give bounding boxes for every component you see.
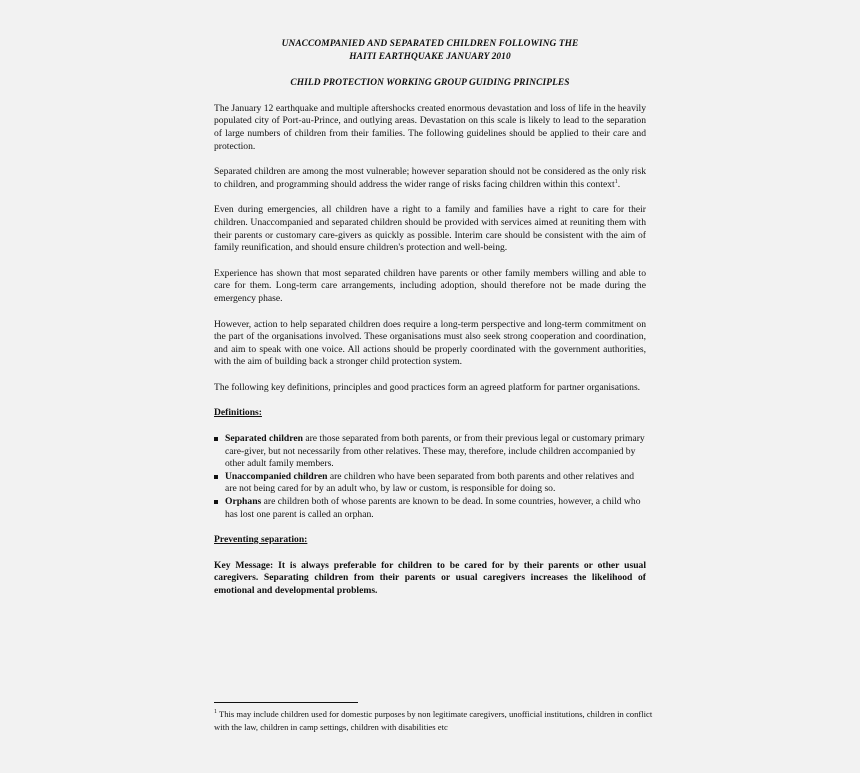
title-line-1: UNACCOMPANIED AND SEPARATED CHILDREN FOLLOWING THE <box>281 39 579 49</box>
footnote <box>214 708 654 734</box>
paragraph-6: The following key definitions, principles and good practices form an agreed platform for partner organisations. <box>214 381 641 393</box>
definition-text: are those separated from both parents, or from their previous legal or customary primary care-giver, but not necessarily from other relatives. These may, therefore, include children accompanied by other adult family members. <box>225 433 645 470</box>
footnote-reference[interactable]: 1 <box>614 178 618 185</box>
paragraph-2-end: . <box>617 178 621 190</box>
footnote-marker: 1 <box>214 709 217 716</box>
paragraph-2 <box>214 166 646 191</box>
bullet-icon <box>214 475 218 479</box>
preventing-separation-heading: Preventing separation: <box>214 534 308 546</box>
footnote-divider <box>214 702 358 703</box>
definition-term: Orphans <box>225 496 262 508</box>
title-line-2: HAITI EARTHQUAKE JANUARY 2010 <box>349 51 511 62</box>
definitions-list <box>214 433 646 521</box>
paragraph-4: Experience has shown that most separated children have parents or other family members willing and able to care for them. Long-term care arrangements, including adoption, should therefore not be made during the emergency phase. <box>214 267 646 304</box>
list-item <box>214 433 646 471</box>
document-title <box>214 38 646 63</box>
definitions-heading: Definitions: <box>214 407 262 419</box>
list-item <box>214 496 646 521</box>
footnote-text: This may include children used for domestic purposes by non legitimate caregivers, unofficial institutions, children in conflict with the law, children in camp settings, children with disabilities etc <box>214 709 653 732</box>
definition-text: are children both of whose parents are known to be dead. In some countries, however, a child who has lost one parent is called an orphan. <box>225 496 641 520</box>
definition-term: Separated children <box>225 433 303 445</box>
definition-text: are children who have been separated from both parents and other relatives and are not being cared for by an adult who, by law or custom, is responsible for doing so. <box>225 470 635 495</box>
document-body <box>214 38 646 598</box>
paragraph-2-text: Separated children are among the most vulnerable; however separation should not be considered as the only risk to children, and programming should address the wider range of risks facing children within this context <box>214 166 646 190</box>
bullet-icon <box>214 437 218 441</box>
definition-term: Unaccompanied children <box>225 470 328 482</box>
paragraph-1: The January 12 earthquake and multiple aftershocks created enormous devastation and loss of life in the heavily populated city of Port-au-Prince, and outlying areas. Devastation on this scale is likely to lead to the separation of large numbers of children from their families. The following guidelines should be applied to their care and protection. <box>214 102 646 152</box>
bullet-icon <box>214 500 218 504</box>
key-message: Key Message: It is always preferable for children to be cared for by their parents or other usual caregivers. Separating children from their parents or usual caregivers increases the likelihood of emotional and developmental problems. <box>214 559 646 596</box>
document-subtitle: CHILD PROTECTION WORKING GROUP GUIDING PRINCIPLES <box>290 78 570 89</box>
paragraph-5: However, action to help separated children does require a long-term perspective and long-term commitment on the part of the organisations involved. These organisations must also seek strong cooperation and coordination, and aim to speak with one voice. All actions should be properly coordinated with the government authorities, with the aim of building back a stronger child protection system. <box>214 318 646 368</box>
list-item <box>214 471 646 496</box>
paragraph-3: Even during emergencies, all children have a right to a family and families have a right to care for their children. Unaccompanied and separated children should be provided with services aimed at reuniting them with their parents or customary care-givers as quickly as possible. Interim care should be consistent with the aim of family reunification, and should ensure children's protection and well-being. <box>214 204 646 254</box>
